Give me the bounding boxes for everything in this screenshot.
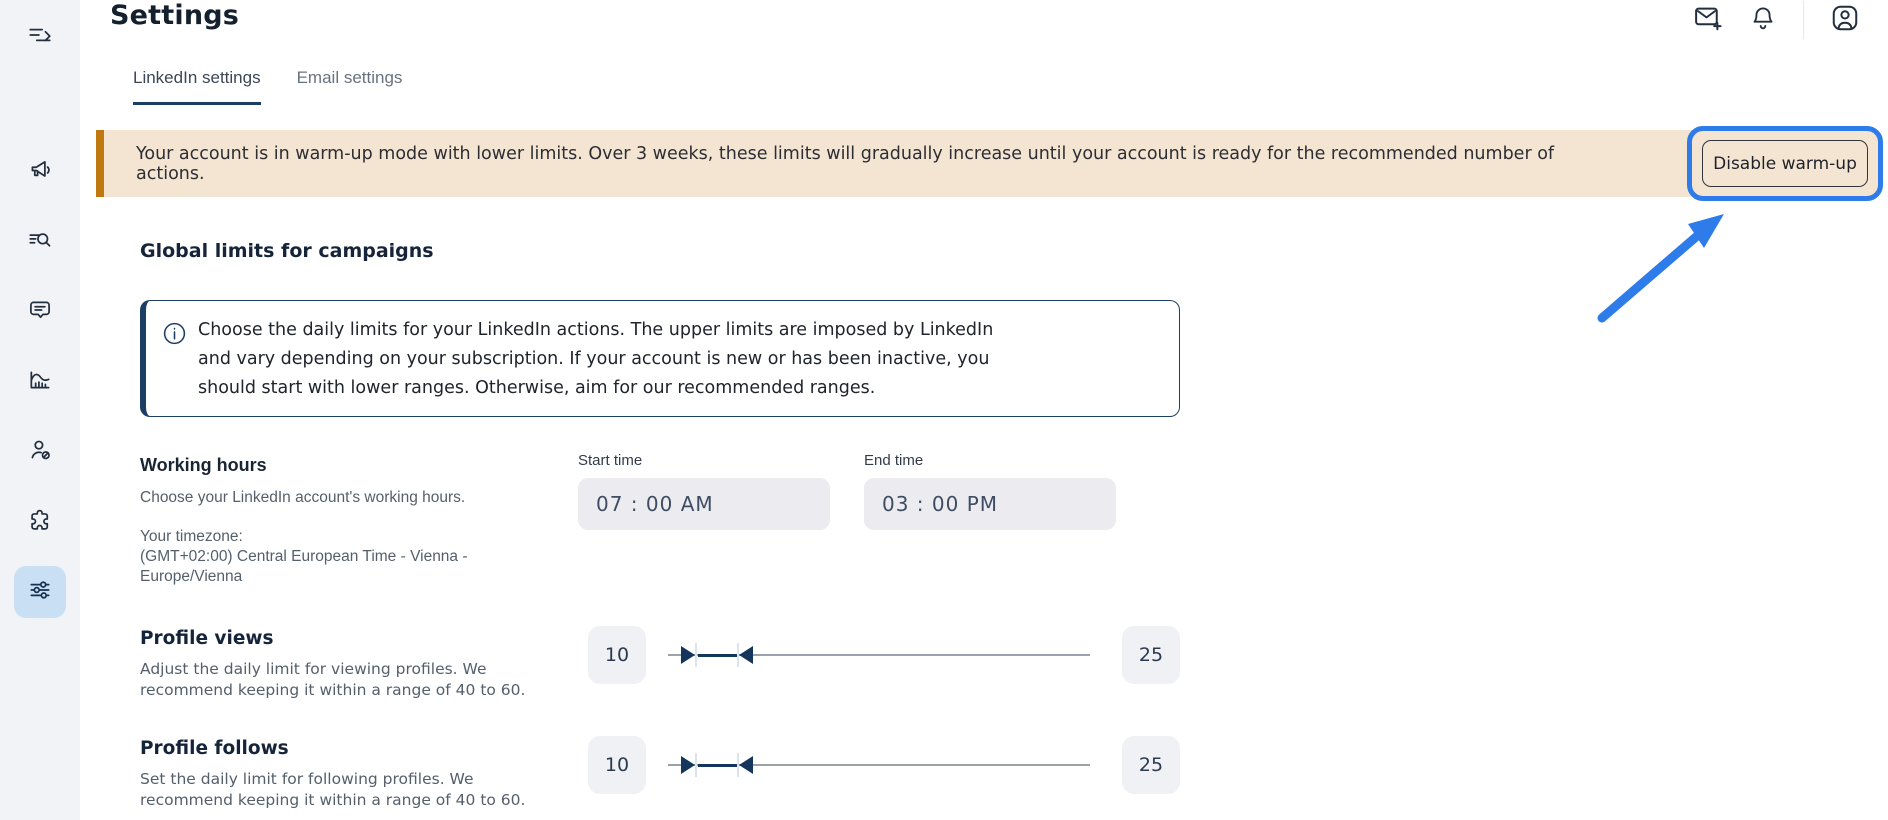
sidebar-item-search[interactable] [14,216,66,268]
timezone-label: Your timezone: [140,528,243,545]
tab-linkedin-settings[interactable]: LinkedIn settings [133,68,261,105]
sidebar-nav [14,146,66,636]
start-time-label: Start time [578,452,643,469]
settings-tabs [133,68,402,105]
working-hours-description: Choose your LinkedIn account's working hours. [140,489,466,506]
profile-follows-slider[interactable] [668,745,1090,785]
sidebar-item-campaigns[interactable] [14,146,66,198]
warmup-banner [96,130,1878,197]
profile-follows-max-value[interactable]: 25 [1122,736,1180,794]
start-time-field[interactable]: 07 : 00 AM [578,478,830,530]
sidebar-item-blacklist[interactable] [14,426,66,478]
slider-handle-left[interactable] [681,637,697,673]
end-time-group [864,452,1116,530]
section-title: Global limits for campaigns [140,240,434,262]
chart-icon [27,367,53,398]
slider-selected-range [698,654,737,657]
sidebar-item-analytics[interactable] [14,356,66,408]
mail-plus-icon[interactable] [1693,3,1723,38]
disable-warmup-button[interactable]: Disable warm-up [1702,140,1868,187]
profile-views-title: Profile views [140,628,274,649]
header-actions [1693,2,1860,38]
timezone-value: (GMT+02:00) Central European Time - Vienna - Europe/Vienna [140,548,468,585]
start-time-group [578,452,830,530]
sidebar [0,0,80,820]
search-list-icon [27,227,53,258]
slider-selected-range [698,764,737,767]
header-divider [1803,1,1804,39]
person-blocked-icon [27,437,53,468]
sidebar-item-integrations[interactable] [14,496,66,548]
annotation-arrow-icon [1592,206,1732,333]
end-time-field[interactable]: 03 : 00 PM [864,478,1116,530]
slider-handle-right[interactable] [737,637,753,673]
end-time-label: End time [864,452,924,469]
expand-sidebar-icon[interactable] [27,22,53,53]
profile-views-min-value[interactable]: 10 [588,626,646,684]
tab-email-settings[interactable]: Email settings [296,68,403,87]
profile-views-description: Adjust the daily limit for viewing profiles. We recommend keeping it within a range of 40 to 60. [140,660,526,699]
slider-handle-left[interactable] [681,747,697,783]
working-hours-title: Working hours [140,455,267,475]
info-box [140,300,1180,417]
megaphone-icon [27,157,53,188]
profile-follows-title: Profile follows [140,738,289,759]
sidebar-item-inbox[interactable] [14,286,66,338]
timezone-info [140,527,490,587]
profile-views-slider[interactable] [668,635,1090,675]
profile-follows-min-value[interactable]: 10 [588,736,646,794]
info-circle-icon [162,316,198,416]
profile-views-max-value[interactable]: 25 [1122,626,1180,684]
avatar-icon[interactable] [1830,3,1860,38]
chat-icon [27,297,53,328]
sidebar-item-settings[interactable] [14,566,66,618]
profile-follows-description: Set the daily limit for following profiles. We recommend keeping it within a range of 40 to 60. [140,770,526,809]
info-box-text: Choose the daily limits for your LinkedIn actions. The upper limits are imposed by LinkedIn and vary depending on your subscription. If your account is new or has been inactive, you should start with lower ranges. Otherwise, aim for our recommended ranges. [198,320,994,398]
slider-handle-right[interactable] [737,747,753,783]
puzzle-icon [27,507,53,538]
bell-icon[interactable] [1749,4,1777,37]
warmup-banner-text: Your account is in warm-up mode with lower limits. Over 3 weeks, these limits will gradually increase until your account is ready for the recommended number of actions. [136,143,1555,184]
page-title: Settings [110,0,240,31]
sliders-settings-icon [27,577,53,608]
